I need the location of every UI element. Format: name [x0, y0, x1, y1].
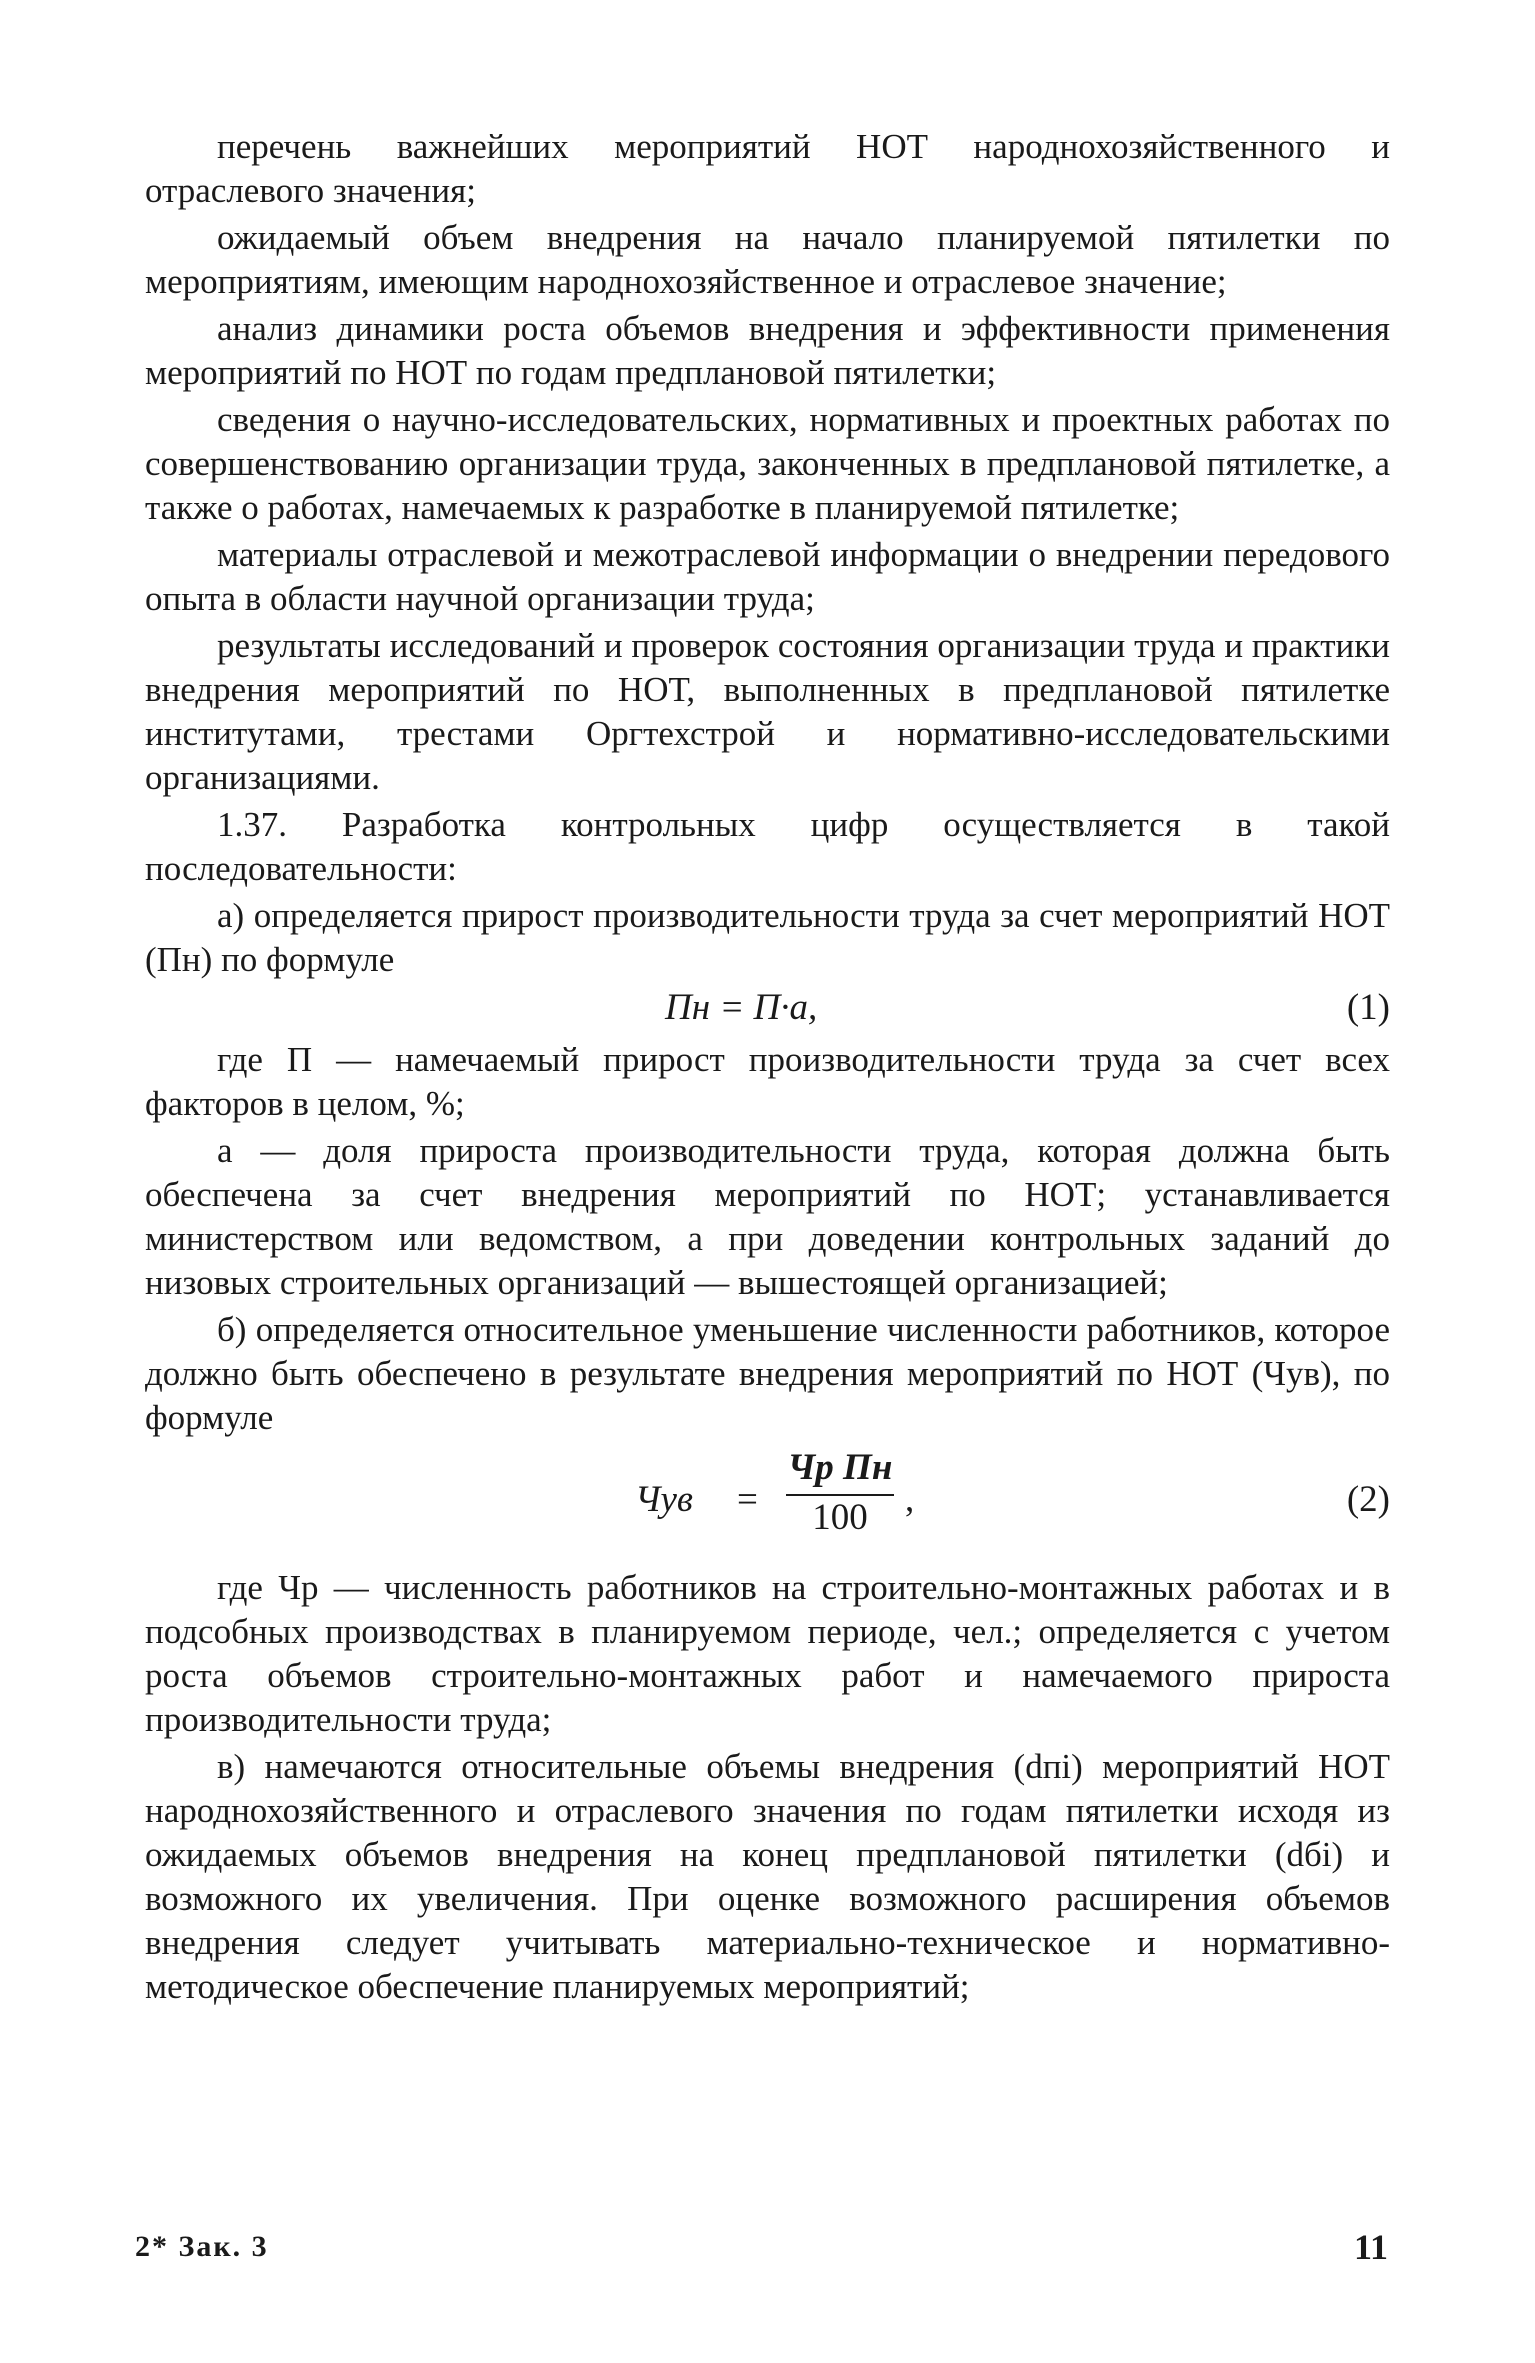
paragraph: где Чр — численность работников на строительно-монтажных работах и в подсобных производствах в планируемом периоде, чел.; определяется с учетом роста объемов строительно-монтажных работ и намечаемого прироста производительности труда; [145, 1568, 1390, 1739]
formula-1-number: (1) [1346, 987, 1390, 1028]
paragraph: а) определяется прирост производительности труда за счет мероприятий НОТ (Пн) по формуле [145, 896, 1390, 979]
paragraph: материалы отраслевой и межотраслевой информации о внедрении передового опыта в области научной организации труда; [145, 535, 1390, 618]
formula-2-number: (2) [1346, 1479, 1390, 1520]
formula-2 [145, 1446, 1390, 1558]
formula-2-equals: = [737, 1479, 758, 1520]
formula-2-numerator: Чр Пн [787, 1447, 893, 1488]
document-body [145, 125, 1390, 2012]
formula-2-fraction [780, 1446, 900, 1540]
paragraph: ожидаемый объем внедрения на начало планируемой пятилетки по мероприятиям, имеющим народнохозяйственное и отраслевое значение; [145, 218, 1390, 301]
paragraph: результаты исследований и проверок состояния организации труда и практики внедрения мероприятий по НОТ, выполненных в предплановой пятилетке институтами, трестами Оргтехстрой и нормативно-исследовательскими организациями. [145, 626, 1390, 797]
page-number: 11 [1353, 2227, 1388, 2267]
paragraph: перечень важнейших мероприятий НОТ народнохозяйственного и отраслевого значения; [145, 127, 1390, 210]
paragraph: б) определяется относительное уменьшение численности работников, которое должно быть обеспечено в результате внедрения мероприятий по НОТ (Чув), по формуле [145, 1310, 1390, 1437]
formula-1-expression: Пн = П·а, [665, 987, 818, 1028]
paragraph: где П — намечаемый прирост производительности труда за счет всех факторов в целом, %; [145, 1040, 1390, 1123]
formula-2-comma: , [905, 1479, 915, 1520]
paragraph: сведения о научно-исследовательских, нормативных и проектных работах по совершенствованию организации труда, законченных в предплановой пятилетке, а также о работах, намечаемых к разработке в планируемой пятилетке; [145, 400, 1390, 527]
formula-1 [145, 986, 1390, 1036]
paragraph: в) намечаются относительные объемы внедрения (dпi) мероприятий НОТ народнохозяйственного и отраслевого значения по годам пятилетки исходя из ожидаемых объемов внедрения на конец предплановой пятилетки (dбi) и возможного их увеличения. При оценке возможного расширения объемов внедрения следует учитывать материально-техническое и нормативно-методическое обеспечение планируемых мероприятий; [145, 1747, 1390, 2006]
formula-2-denominator: 100 [812, 1497, 868, 1538]
footer-signature: 2* Зак. 3 [135, 2230, 269, 2263]
formula-2-lhs: Чув [635, 1479, 693, 1520]
paragraph: а — доля прироста производительности труда, которая должна быть обеспечена за счет внедрения мероприятий по НОТ; устанавливается министерством или ведомством, а при доведении контрольных заданий до низовых строительных организаций — вышестоящей организацией; [145, 1131, 1390, 1302]
paragraph: 1.37. Разработка контрольных цифр осуществляется в такой последовательности: [145, 805, 1390, 888]
paragraph: анализ динамики роста объемов внедрения и эффективности применения мероприятий по НОТ по годам предплановой пятилетки; [145, 309, 1390, 392]
